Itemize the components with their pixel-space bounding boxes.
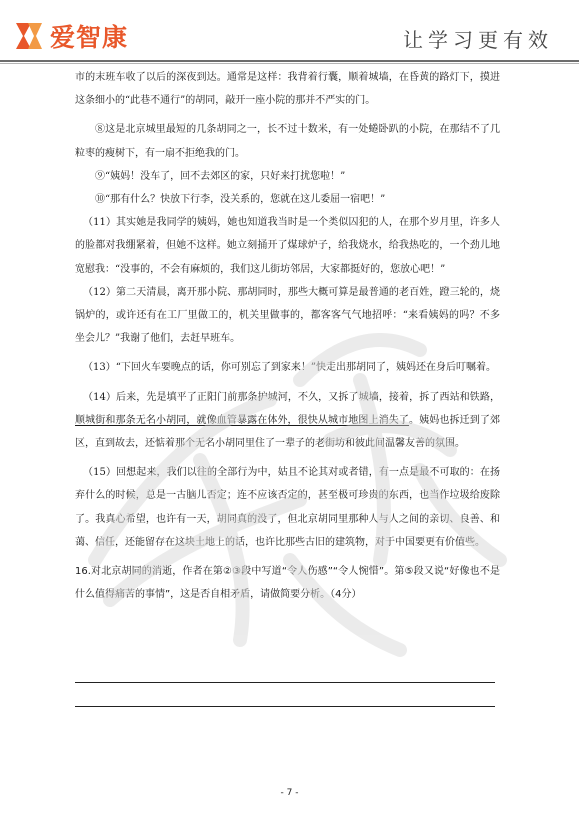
question-number: 16. bbox=[75, 566, 91, 578]
paragraph-14-end: 。姨妈也拆迁到了郊区，直到故去，还惦着那个无名小胡同里住了一辈子的老街坊和彼此间温馨友善的氛围。 bbox=[75, 414, 501, 450]
brand-name: 爱智康 bbox=[50, 23, 129, 52]
answer-line-2[interactable] bbox=[75, 706, 495, 707]
paragraph-9: ⑨“姨妈！没车了，回不去郊区的家，只好来打扰您啦！” bbox=[95, 170, 346, 182]
paragraph-15: （15）回想起来，我们以往的全部行为中，姑且不论其对或者错，有一点是最不可取的：在扬弃什么的时候，总是一古脑儿否定；连不应该否定的，甚至极可珍贵的东西，也当作垃圾给废除了。我真心希望，也许有一天，胡同真的没了，但北京胡同里那种人与人之间的亲切、良善、和蔼、信任，还能留存在这块土地上的话，也许比那些古旧的建筑物，对于中国要更有价值些。 bbox=[75, 467, 500, 548]
paragraph-14 bbox=[75, 386, 500, 456]
paragraph-11: （11）其实她是我同学的姨妈，她也知道我当时是一个类似囚犯的人，在那个岁月里，许多人的脸都对我绷紧着，但她不这样。她立刻捅开了煤球炉子，给我烧水，给我热吃的，一个劲儿地宽慰我：“没事的，不会有麻烦的，我们这儿街坊邻居，大家都挺好的，您放心吧！” bbox=[75, 217, 500, 275]
header-divider-thin bbox=[0, 63, 579, 64]
header-divider bbox=[0, 60, 579, 62]
paragraph-14-start: （14）后来，先是填平了正阳门前那条护城河，不久，又拆了城墙，接着，拆了西站和铁路， bbox=[83, 391, 500, 403]
underlined-sentence: 顺城街和那条无名小胡同，就像血管暴露在体外，很快从城市地图上消失了 bbox=[75, 414, 410, 426]
page-number: - 7 - bbox=[280, 788, 299, 798]
logo-mark-icon bbox=[14, 21, 44, 51]
question-16 bbox=[75, 560, 500, 606]
question-text: 对北京胡同的消逝，作者在第②③段中写道“令人伤感”“令人惋惜”。第⑤段又说“好像也不是什么值得痛苦的事情”，这是否自相矛盾，请做简要分析。（4分） bbox=[75, 566, 500, 601]
paragraph-10: ⑩“那有什么？快放下行李，没关系的，您就在这儿委屈一宿吧！” bbox=[95, 194, 386, 206]
article-body bbox=[75, 66, 500, 616]
paragraph-12: （12）第二天清晨，离开那小院、那胡同时，那些大概可算是最普通的老百姓，蹬三轮的，烧锅炉的，或许还有在工厂里做工的，机关里做事的，都客客气气地招呼：“来看姨妈的吗？不多坐会儿？”我谢了他们，去赶早班车。 bbox=[75, 286, 500, 345]
page-header bbox=[0, 0, 579, 66]
answer-line-1[interactable] bbox=[75, 682, 495, 683]
paragraph-8: ⑧这是北京城里最短的几条胡同之一，长不过十数米，有一处蜷卧趴的小院，在那结不了几粒枣的瘦树下，有一扇不拒绝我的门。 bbox=[75, 124, 500, 159]
brand-logo bbox=[14, 18, 128, 54]
paragraph-continued: 市的末班车收了以后的深夜到达。通常是这样：我背着行囊，顺着城墙，在昏黄的路灯下，摸进这条细小的“此巷不通行”的胡同，敲开一座小院的那并不严实的门。 bbox=[75, 72, 500, 107]
brand-slogan: 让学习更有效 bbox=[403, 28, 553, 52]
paragraph-13: （13）“下回火车要晚点的话，你可别忘了到家来！”快走出那胡同了，姨妈还在身后叮嘱着。 bbox=[83, 362, 496, 374]
